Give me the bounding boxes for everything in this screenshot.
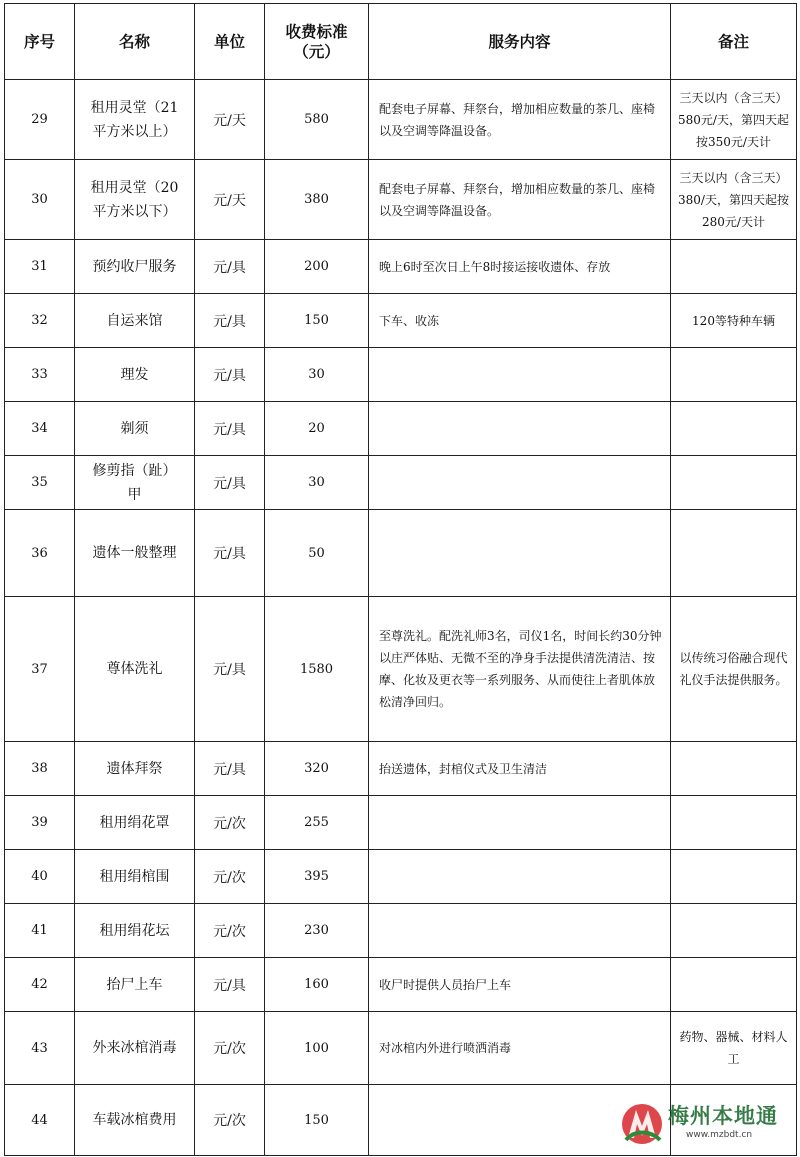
cell-seq: 43	[5, 1012, 75, 1085]
cell-fee: 380	[265, 160, 369, 240]
cell-unit: 元/天	[195, 160, 265, 240]
table-row	[5, 1085, 797, 1156]
cell-unit: 元/具	[195, 456, 265, 510]
cell-unit: 元/具	[195, 597, 265, 742]
cell-note	[671, 958, 797, 1012]
cell-unit: 元/具	[195, 294, 265, 348]
header-fee-line2: （元）	[293, 42, 340, 61]
cell-service: 对冰棺内外进行喷洒消毒	[369, 1012, 671, 1085]
table-row	[5, 348, 797, 402]
cell-fee: 320	[265, 742, 369, 796]
cell-seq: 34	[5, 402, 75, 456]
cell-service: 配套电子屏幕、拜祭台，增加相应数量的茶几、座椅以及空调等降温设备。	[369, 80, 671, 160]
header-fee	[265, 4, 369, 80]
cell-name: 租用灵堂（21平方米以上）	[75, 80, 195, 160]
cell-fee: 30	[265, 456, 369, 510]
watermark-text: 梅州本地通	[668, 1104, 778, 1128]
cell-fee: 20	[265, 402, 369, 456]
cell-note: 药物、器械、材料人工	[671, 1012, 797, 1085]
cell-fee: 50	[265, 510, 369, 597]
cell-name: 理发	[75, 348, 195, 402]
cell-fee: 30	[265, 348, 369, 402]
header-row	[5, 4, 797, 80]
cell-unit: 元/次	[195, 1012, 265, 1085]
cell-note	[671, 402, 797, 456]
cell-name: 尊体洗礼	[75, 597, 195, 742]
cell-seq: 39	[5, 796, 75, 850]
header-service: 服务内容	[369, 4, 671, 80]
cell-fee: 150	[265, 294, 369, 348]
watermark-url: www.mzbdt.cn	[686, 1130, 753, 1140]
cell-service: 晚上6时至次日上午8时接运接收遗体、存放	[369, 240, 671, 294]
table-row	[5, 597, 797, 742]
cell-seq: 29	[5, 80, 75, 160]
table-row	[5, 294, 797, 348]
cell-note	[671, 742, 797, 796]
cell-name: 遗体拜祭	[75, 742, 195, 796]
table-row	[5, 850, 797, 904]
cell-seq: 44	[5, 1085, 75, 1156]
cell-note	[671, 904, 797, 958]
cell-unit: 元/具	[195, 402, 265, 456]
cell-unit: 元/天	[195, 80, 265, 160]
cell-service	[369, 348, 671, 402]
cell-note	[671, 510, 797, 597]
header-fee-line1: 收费标准	[285, 22, 348, 41]
cell-service: 收尸时提供人员抬尸上车	[369, 958, 671, 1012]
fee-table	[4, 3, 797, 1156]
table-row	[5, 510, 797, 597]
cell-name: 租用绢花罩	[75, 796, 195, 850]
table-row	[5, 80, 797, 160]
cell-fee: 100	[265, 1012, 369, 1085]
header-seq: 序号	[5, 4, 75, 80]
cell-service	[369, 510, 671, 597]
cell-name: 抬尸上车	[75, 958, 195, 1012]
cell-note	[671, 348, 797, 402]
table-row	[5, 240, 797, 294]
cell-note	[671, 240, 797, 294]
cell-note	[671, 1085, 797, 1156]
cell-unit: 元/具	[195, 510, 265, 597]
cell-name: 剃须	[75, 402, 195, 456]
cell-name: 预约收尸服务	[75, 240, 195, 294]
cell-note	[671, 850, 797, 904]
cell-fee: 395	[265, 850, 369, 904]
cell-name: 自运来馆	[75, 294, 195, 348]
cell-name: 外来冰棺消毒	[75, 1012, 195, 1085]
cell-name: 车载冰棺费用	[75, 1085, 195, 1156]
cell-unit: 元/具	[195, 240, 265, 294]
cell-note	[671, 796, 797, 850]
cell-unit: 元/次	[195, 850, 265, 904]
table-row	[5, 402, 797, 456]
cell-seq: 37	[5, 597, 75, 742]
header-name: 名称	[75, 4, 195, 80]
cell-unit: 元/具	[195, 348, 265, 402]
cell-seq: 41	[5, 904, 75, 958]
cell-service	[369, 1085, 671, 1156]
cell-name: 修剪指（趾）甲	[75, 456, 195, 510]
cell-service: 配套电子屏幕、拜祭台，增加相应数量的茶几、座椅以及空调等降温设备。	[369, 160, 671, 240]
table-row	[5, 742, 797, 796]
cell-note: 三天以内（含三天）380/天，第四天起按280元/天计	[671, 160, 797, 240]
table-row	[5, 1012, 797, 1085]
cell-service: 抬送遗体，封棺仪式及卫生清洁	[369, 742, 671, 796]
cell-fee: 230	[265, 904, 369, 958]
cell-seq: 32	[5, 294, 75, 348]
cell-name: 租用绢棺围	[75, 850, 195, 904]
cell-note	[671, 456, 797, 510]
cell-seq: 36	[5, 510, 75, 597]
header-note: 备注	[671, 4, 797, 80]
cell-note: 120等特种车辆	[671, 294, 797, 348]
cell-seq: 40	[5, 850, 75, 904]
cell-note: 以传统习俗融合现代礼仪手法提供服务。	[671, 597, 797, 742]
cell-note: 三天以内（含三天）580元/天，第四天起按350元/天计	[671, 80, 797, 160]
table-row	[5, 796, 797, 850]
cell-name: 租用绢花坛	[75, 904, 195, 958]
cell-fee: 580	[265, 80, 369, 160]
cell-seq: 31	[5, 240, 75, 294]
cell-fee: 200	[265, 240, 369, 294]
cell-unit: 元/具	[195, 958, 265, 1012]
cell-service: 至尊洗礼。配洗礼师3名，司仪1名，时间长约30分钟以庄严体贴、无微不至的净身手法提供清洗清洁、按摩、化妆及更衣等一系列服务、从而使往上者肌体放松清净回归。	[369, 597, 671, 742]
cell-seq: 35	[5, 456, 75, 510]
cell-name: 租用灵堂（20平方米以下）	[75, 160, 195, 240]
cell-unit: 元/次	[195, 1085, 265, 1156]
table-row	[5, 456, 797, 510]
table-row	[5, 160, 797, 240]
cell-fee: 255	[265, 796, 369, 850]
cell-name: 遗体一般整理	[75, 510, 195, 597]
cell-fee: 150	[265, 1085, 369, 1156]
table-row	[5, 904, 797, 958]
cell-fee: 160	[265, 958, 369, 1012]
cell-unit: 元/具	[195, 742, 265, 796]
cell-unit: 元/次	[195, 904, 265, 958]
cell-seq: 42	[5, 958, 75, 1012]
cell-service	[369, 904, 671, 958]
cell-service	[369, 796, 671, 850]
cell-fee: 1580	[265, 597, 369, 742]
table-row	[5, 958, 797, 1012]
cell-service	[369, 456, 671, 510]
cell-service	[369, 402, 671, 456]
cell-seq: 30	[5, 160, 75, 240]
cell-seq: 38	[5, 742, 75, 796]
cell-unit: 元/次	[195, 796, 265, 850]
header-unit: 单位	[195, 4, 265, 80]
cell-seq: 33	[5, 348, 75, 402]
cell-service	[369, 850, 671, 904]
cell-service: 下车、收冻	[369, 294, 671, 348]
